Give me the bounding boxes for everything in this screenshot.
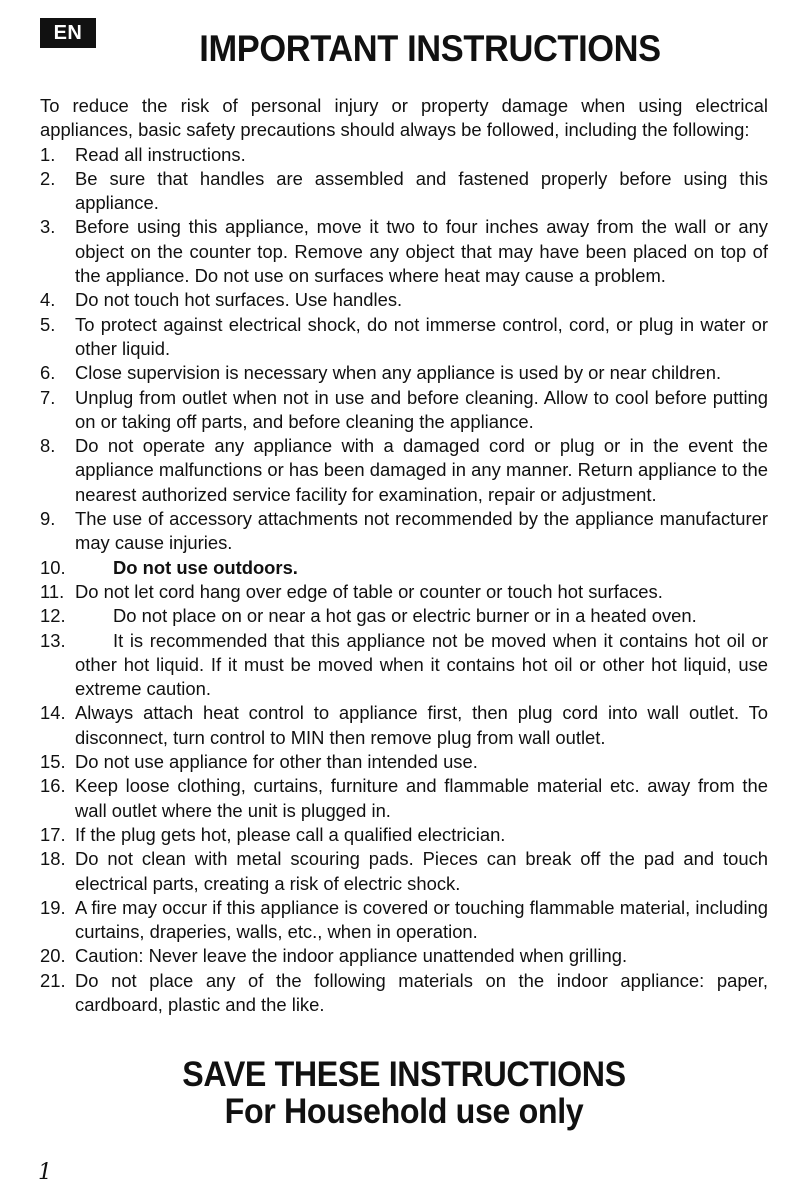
instruction-item-16 xyxy=(40,774,768,823)
instruction-number: 16. xyxy=(40,775,66,797)
instruction-number: 6. xyxy=(40,362,56,384)
instruction-item-18 xyxy=(40,847,768,896)
page-number: 1 xyxy=(38,1160,52,1185)
instruction-item-15 xyxy=(40,750,768,774)
instruction-text: Close supervision is necessary when any appliance is used by or near children. xyxy=(75,362,722,384)
instruction-text: A fire may occur if this appliance is covered or touching flammable material, including curtains, draperies, walls, etc., when in operation. xyxy=(75,896,768,943)
instruction-item-11 xyxy=(40,580,768,604)
instruction-text: If the plug gets hot, please call a qualified electrician. xyxy=(75,823,506,845)
instruction-text: To protect against electrical shock, do not immerse control, cord, or plug in water or other liquid. xyxy=(75,313,768,359)
instruction-text: Before using this appliance, move it two to four inches away from the wall or any object on the counter top. Remove any object that may have been placed on top of the appliance. Do not use on surfaces where heat may cause a problem. xyxy=(75,216,768,287)
household-note: For Household use only xyxy=(224,1092,584,1131)
instruction-item-8 xyxy=(40,434,768,507)
instruction-item-1 xyxy=(40,143,768,167)
instruction-number: 11. xyxy=(40,580,65,602)
intro-paragraph: To reduce the risk of personal injury or property damage when using electrical appliances, basic safety precautions should always be followed, including the following: xyxy=(40,95,768,141)
instruction-item-19 xyxy=(40,896,768,945)
instruction-text: Do not let cord hang over edge of table or counter or touch hot surfaces. xyxy=(75,580,663,602)
instruction-item-3 xyxy=(40,215,768,288)
instruction-text: It is recommended that this appliance not be moved when it contains hot oil or other hot liquid. If it must be moved when it contains hot oil or other hot liquid, use extreme caution. xyxy=(75,629,768,700)
instruction-item-5 xyxy=(40,313,768,362)
instruction-item-17 xyxy=(40,823,768,847)
instruction-number: 12. xyxy=(40,605,66,627)
instruction-number: 4. xyxy=(40,289,56,311)
save-instructions-block xyxy=(40,1056,768,1130)
instruction-item-9 xyxy=(40,507,768,556)
instruction-text: Do not operate any appliance with a damaged cord or plug or in the event the appliance malfunctions or has been damaged in any manner. Return appliance to the nearest authorized service facility for examination, repair or adjustment. xyxy=(75,435,768,505)
instruction-number: 20. xyxy=(40,945,66,967)
instruction-number: 5. xyxy=(40,313,56,335)
instruction-text: The use of accessory attachments not recommended by the appliance manufacturer may cause injuries. xyxy=(75,508,768,554)
instruction-text: Do not place any of the following materials on the indoor appliance: paper, cardboard, plastic and the like. xyxy=(75,969,768,1015)
instruction-text: Keep loose clothing, curtains, furniture and flammable material etc. away from the wall outlet where the unit is plugged in. xyxy=(75,775,768,821)
instructions-list xyxy=(40,143,768,1018)
instruction-text: Do not place on or near a hot gas or electric burner or in a heated oven. xyxy=(113,605,697,627)
page-title: IMPORTANT INSTRUCTIONS xyxy=(199,28,661,69)
instruction-number: 19. xyxy=(40,896,66,918)
instruction-number: 21. xyxy=(40,969,66,991)
instruction-item-14 xyxy=(40,701,768,750)
instruction-text: Do not use appliance for other than intended use. xyxy=(75,751,478,773)
instruction-text: Do not use outdoors. xyxy=(113,556,298,578)
instruction-item-4 xyxy=(40,288,768,312)
instruction-text: Always attach heat control to appliance first, then plug cord into wall outlet. To disconnect, turn control to MIN then remove plug from wall outlet. xyxy=(75,702,768,748)
instruction-text: Read all instructions. xyxy=(75,143,246,165)
instruction-number: 15. xyxy=(40,751,66,773)
instruction-item-7 xyxy=(40,386,768,435)
instruction-text: Be sure that handles are assembled and fastened properly before using this appliance. xyxy=(75,167,768,214)
instruction-item-13 xyxy=(40,629,768,702)
instructions-body xyxy=(40,94,768,1017)
instruction-number: 18. xyxy=(40,848,66,870)
instruction-number: 8. xyxy=(40,435,56,457)
instruction-number: 10. xyxy=(40,556,66,578)
instruction-number: 14. xyxy=(40,702,66,724)
instruction-number: 9. xyxy=(40,508,56,530)
instruction-item-10 xyxy=(40,556,768,580)
save-heading: SAVE THESE INSTRUCTIONS xyxy=(182,1055,626,1094)
instruction-item-2 xyxy=(40,167,768,216)
instruction-text: Unplug from outlet when not in use and before cleaning. Allow to cool before putting on or taking off parts, and before cleaning the appliance. xyxy=(75,386,768,432)
instruction-item-6 xyxy=(40,361,768,385)
instruction-text: Caution: Never leave the indoor appliance unattended when grilling. xyxy=(75,945,628,967)
instruction-item-21 xyxy=(40,969,768,1018)
instruction-number: 1. xyxy=(40,143,56,165)
instruction-text: Do not clean with metal scouring pads. Pieces can break off the pad and touch electrical parts, creating a risk of electric shock. xyxy=(75,848,768,894)
instruction-number: 7. xyxy=(40,386,56,408)
instruction-number: 13. xyxy=(40,629,66,651)
instruction-number: 2. xyxy=(40,167,56,189)
instruction-number: 17. xyxy=(40,823,66,845)
instruction-text: Do not touch hot surfaces. Use handles. xyxy=(75,289,403,311)
language-badge: EN xyxy=(40,18,96,48)
instruction-number: 3. xyxy=(40,216,56,238)
instruction-item-12 xyxy=(40,604,768,628)
instruction-item-20 xyxy=(40,944,768,968)
